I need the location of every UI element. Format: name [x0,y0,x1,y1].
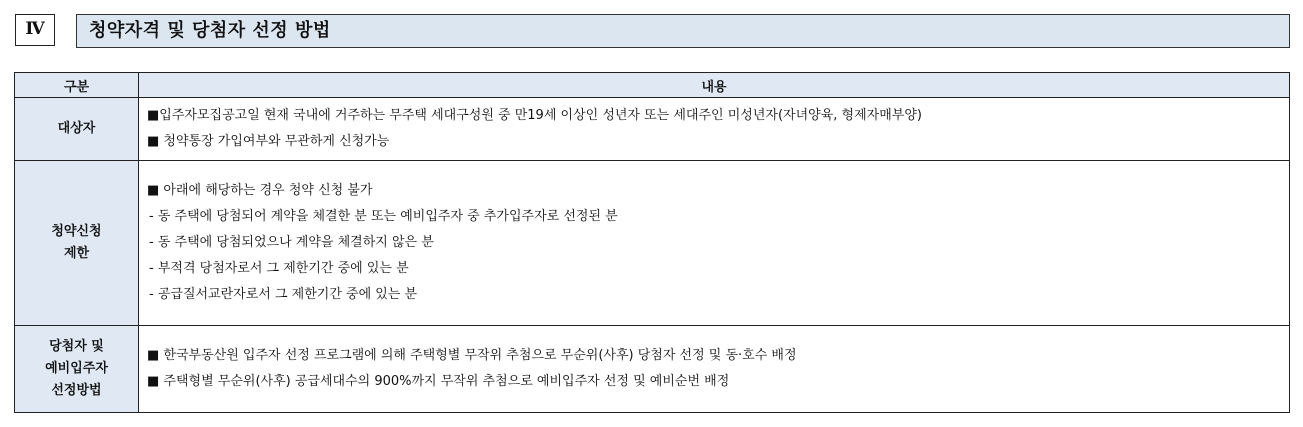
content-line: - 동 주택에 당첨되어 계약을 체결한 분 또는 예비입주자 중 추가입주자로 선정된 분 [149,209,618,224]
row-content-restriction [139,161,1290,326]
row-label-line: 예비입주자 [45,361,108,376]
column-header-content: 내용 [139,73,1290,98]
table-row [15,326,1290,413]
row-label-restriction [15,161,139,326]
table-row [15,161,1290,326]
row-content-target [139,98,1290,161]
content-line: - 동 주택에 당첨되었으나 계약을 체결하지 않은 분 [149,235,434,250]
content-line: - 공급질서교란자로서 그 제한기간 중에 있는 분 [149,287,418,302]
row-content-selection-method [139,326,1290,413]
content-line: ■ 주택형별 무순위(사후) 공급세대수의 900%까지 무작위 추첨으로 예비입주자 선정 및 예비순번 배정 [147,374,730,389]
content-line: ■입주자모집공고일 현재 국내에 거주하는 무주택 세대구성원 중 만19세 이상인 성년자 또는 세대주인 미성년자(자녀양육, 형제자매부양) [147,108,922,123]
section-title: 청약자격 및 당첨자 선정 방법 [76,14,1290,48]
content-line: - 부적격 당첨자로서 그 제한기간 중에 있는 분 [149,261,409,276]
content-line: ■ 아래에 해당하는 경우 청약 신청 불가 [147,183,373,198]
column-header-category: 구분 [15,73,139,98]
row-label-line: 청약신청 [51,224,102,239]
eligibility-table [14,72,1290,413]
table-row [15,98,1290,161]
row-label-line: 선정방법 [51,383,102,398]
row-label-line: 대상자 [57,121,96,136]
content-line: ■ 한국부동산원 입주자 선정 프로그램에 의해 주택형별 무작위 추첨으로 무순위(사후) 당첨자 선정 및 동·호수 배정 [147,348,797,363]
content-line: ■ 청약통장 가입여부와 무관하게 신청가능 [147,134,390,149]
table-header-row [15,73,1290,98]
section-number: Ⅳ [15,14,55,46]
row-label-line: 당첨자 및 [49,339,104,354]
row-label-line: 제한 [63,246,90,261]
row-label-selection-method [15,326,139,413]
row-label-target [15,98,139,161]
